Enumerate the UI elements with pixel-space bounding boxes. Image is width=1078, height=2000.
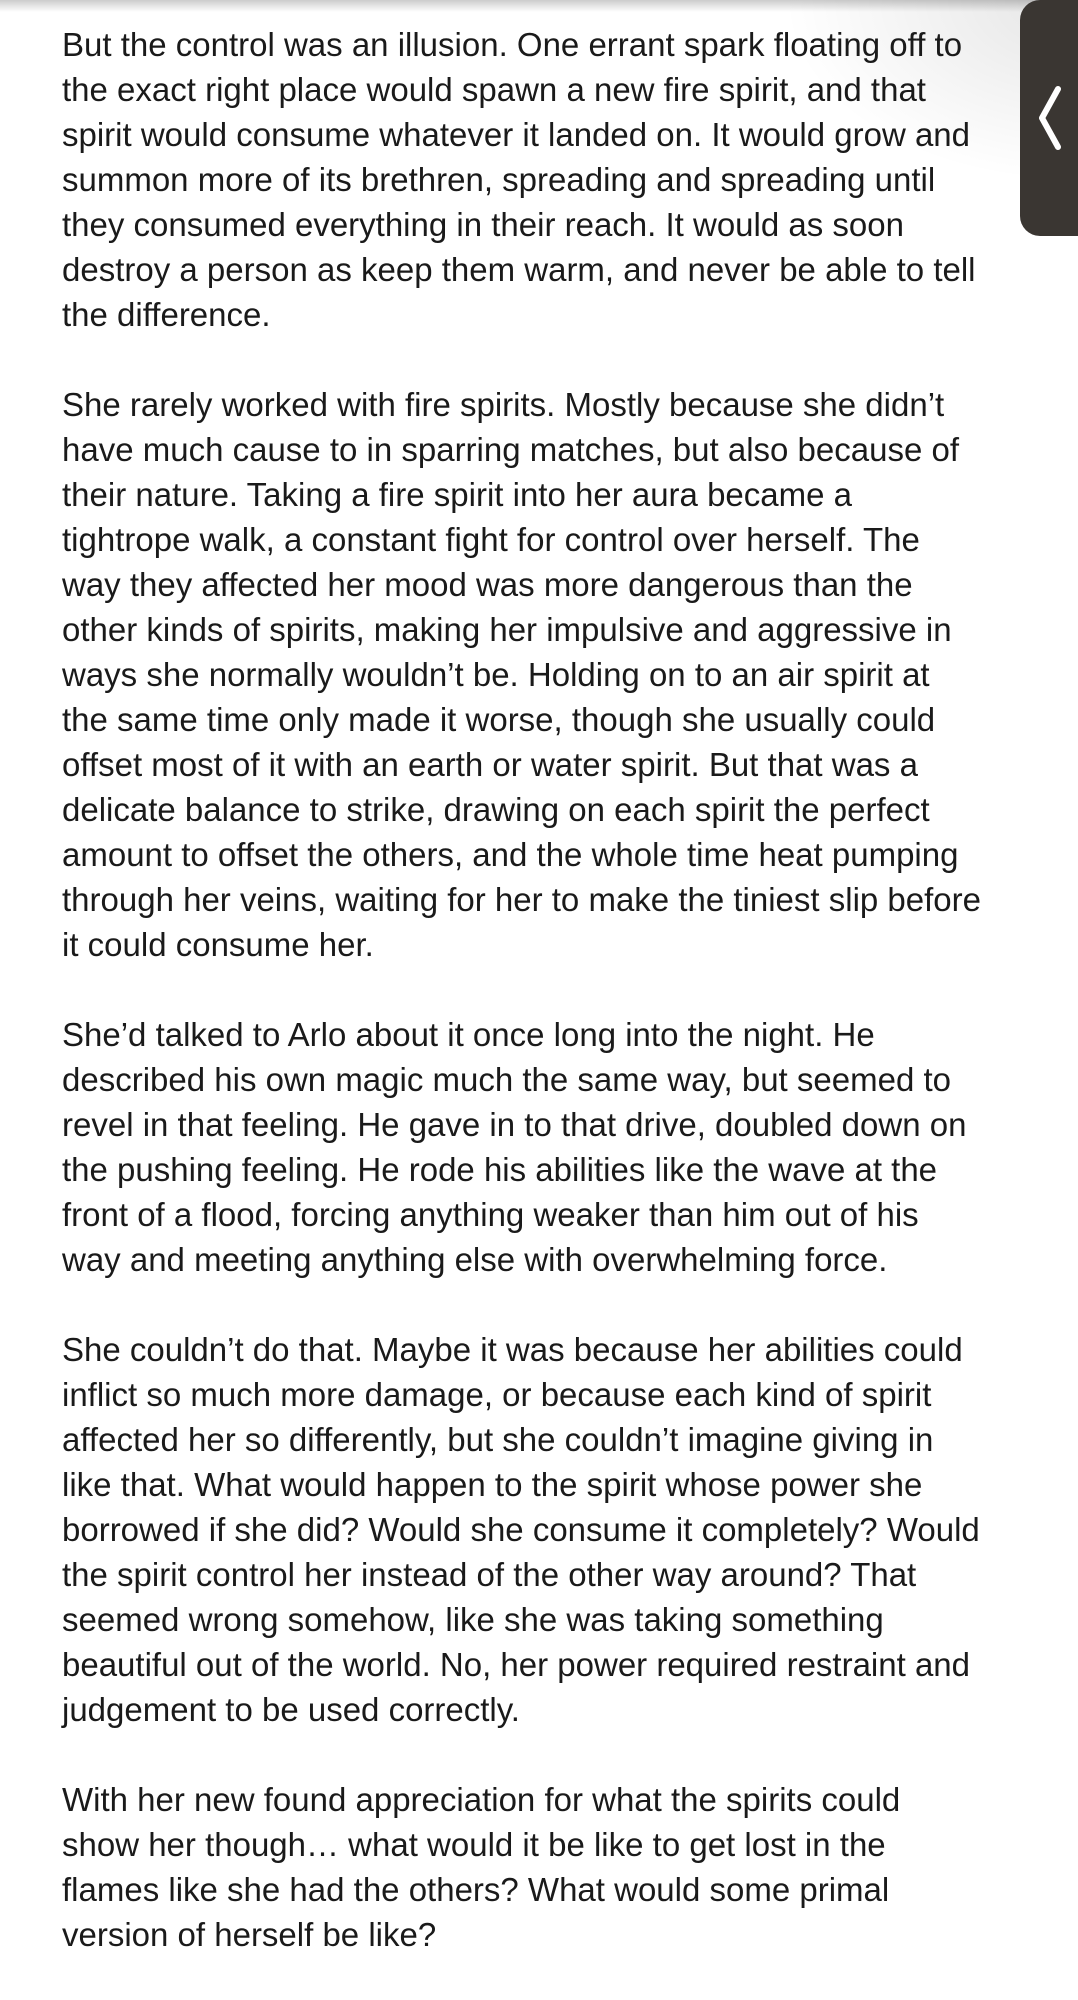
top-shadow xyxy=(0,0,1078,12)
chevron-left-icon xyxy=(1036,85,1062,151)
paragraph: She rarely worked with fire spirits. Mostly because she didn’t have much cause to in sparring matches, but also because of their nature. Taking a fire spirit into her aura became a tightrope walk, a constant fight for control over herself. The way they affected her mood was more dangerous than the other kinds of spirits, making her impulsive and aggressive in ways she normally wouldn’t be. Holding on to an air spirit at the same time only made it worse, though she usually could offset most of it with an earth or water spirit. But that was a delicate balance to strike, drawing on each spirit the perfect amount to offset the others, and the whole time heat pumping through her veins, waiting for her to make the tiniest slip before it could consume her. xyxy=(62,386,981,963)
story-text xyxy=(62,22,1022,2000)
side-panel-toggle-button[interactable] xyxy=(1020,0,1078,236)
paragraph: She’d talked to Arlo about it once long into the night. He described his own magic much the same way, but seemed to revel in that feeling. He gave in to that drive, doubled down on the pushing feeling. He rode his abilities like the wave at the front of a flood, forcing anything weaker than him out of his way and meeting anything else with overwhelming force. xyxy=(62,1016,967,1278)
paragraph: But the control was an illusion. One errant spark floating off to the exact right place would spawn a new fire spirit, and that spirit would consume whatever it landed on. It would grow and summon more of its brethren, spreading and spreading until they consumed everything in their reach. It would as soon destroy a person as keep them warm, and never be able to tell the difference. xyxy=(62,26,976,333)
paragraph: With her new found appreciation for what the spirits could show her though… what would it be like to get lost in the flames like she had the others? What would some primal version of herself be like? xyxy=(62,1781,901,1953)
paragraph: She couldn’t do that. Maybe it was because her abilities could inflict so much more damage, or because each kind of spirit affected her so differently, but she couldn’t imagine giving in like that. What would happen to the spirit whose power she borrowed if she did? Would she consume it completely? Would the spirit control her instead of the other way around? That seemed wrong somehow, like she was taking something beautiful out of the world. No, her power required restraint and judgement to be used correctly. xyxy=(62,1331,980,1728)
